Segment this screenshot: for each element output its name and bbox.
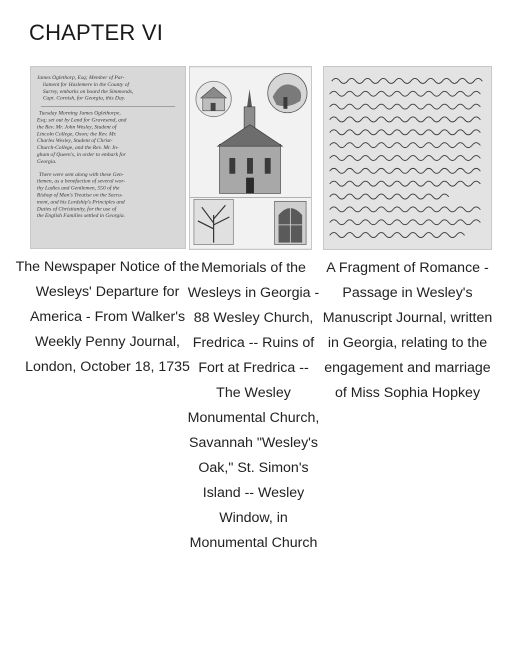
clipping-line: Church-College, and the Rev. Mr. In- [36, 145, 119, 152]
clipping-line: gham of Queen's, in order to embark for [36, 152, 126, 159]
clipping-line: tlemen, as a benefaction of several wor- [36, 178, 126, 185]
chapter-title: CHAPTER VI [29, 20, 164, 45]
clipping-line: the English Families settled in Georgia. [36, 213, 125, 220]
clipping-line: ment, and his Lordship's Principles and [36, 199, 125, 206]
clipping-line: Charles Wesley, Student of Christ- [36, 138, 113, 145]
figure-caption: The Newspaper Notice of the Wesleys' Departure for America - From Walker's Weekly Penny Journal, London, October 18, 1735 [15, 259, 200, 375]
handwritten-manuscript-image[interactable] [323, 66, 492, 250]
figure-memorials [187, 66, 320, 556]
clipping-line: There were sent along with these Gen- [38, 171, 124, 178]
clipping-line: James Oglethorp, Esq; Member of Par- [36, 75, 125, 82]
figure-newspaper-notice [15, 66, 200, 380]
clipping-line: Duties of Christianity, for the use of [36, 206, 117, 213]
wesley-window-vignette [275, 201, 306, 244]
wesley-church-vignette [196, 81, 231, 116]
newspaper-clipping-image[interactable] [30, 66, 186, 249]
clipping-line: Surrey, embarks on board the Simmonds, [42, 88, 134, 95]
wesleys-oak-vignette [194, 199, 233, 244]
clipping-line: Tuesday Morning James Oglethorpe, [38, 110, 121, 117]
clipping-line: Capt. Cornish, for Georgia, this Day. [42, 95, 126, 102]
clipping-line: Esq; set out by Land for Gravesend, and [36, 117, 127, 124]
figure-caption: Memorials of the Wesleys in Georgia - 88 Wesley Church, Fredrica -- Ruins of Fort at Fredrica -- The Wesley Monumental Church, Savannah "Wesley's Oak," St. Simon's Island -- Wesley Window, in Monumental Church [187, 260, 320, 551]
clipping-line: Georgia. [36, 158, 57, 165]
clipping-line: the Rev. Mr. John Wesley, Student of [36, 124, 117, 131]
clipping-line: Bishop of Man's Treatise on the Sacra- [36, 192, 123, 199]
church-engraving-image[interactable] [189, 66, 312, 250]
figure-caption: A Fragment of Romance - Passage in Wesley's Manuscript Journal, written in Georgia, relating to the engagement and marriage of Miss Sophia Hopkey [322, 260, 493, 401]
clipping-line: liament for Haslemere in the County of [42, 81, 130, 88]
clipping-line: thy Ladies and Gentlemen, 550 of the [36, 185, 120, 192]
clipping-line: Lincoln College, Oxon; the Rev. Mr. [36, 131, 117, 138]
fort-ruins-vignette [268, 73, 307, 112]
figure-fragment-romance [323, 66, 493, 406]
